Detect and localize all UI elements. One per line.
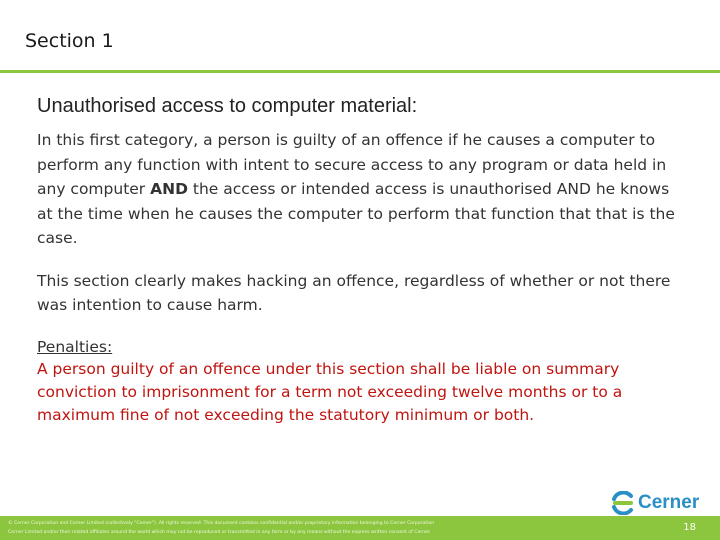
logo-text: Cerner	[638, 492, 700, 513]
copyright-line-2: Cerner Limited and/or their related affiliates around the world which may not be reproduced or transmitted in any form or by any means without the express written consent of Cerner.	[8, 530, 431, 535]
and-emphasis: AND	[150, 180, 188, 198]
copyright-notice	[8, 519, 434, 537]
definition-text-end: the access or intended access is unauthorised AND he knows at the time when he causes the computer to perform that function that that is the case.	[37, 180, 675, 247]
cerner-logo-icon	[610, 491, 636, 515]
cerner-logo	[610, 490, 699, 516]
title-divider	[0, 70, 720, 73]
page-number: 18	[683, 522, 696, 533]
copyright-line-1: © Cerner Corporation and Cerner Limited (collectively "Cerner"). All rights reserved. This document contains confidential and/or proprietary information belonging to Cerner Corporation	[8, 521, 435, 526]
section-heading: Unauthorised access to computer material:	[37, 95, 418, 117]
slide-title: Section 1	[25, 30, 114, 52]
definition-paragraph	[37, 128, 687, 251]
definition-text-start: In this first category, a person is guilty of an offence if he causes a computer to perform any function with intent to secure access to any program or data held in any computer	[37, 131, 667, 198]
hacking-paragraph: This section clearly makes hacking an offence, regardless of whether or not there was intention to cause harm.	[37, 271, 671, 314]
slide-body	[37, 95, 687, 427]
penalties-text: A person guilty of an offence under this section shall be liable on summary conviction to imprisonment for a term not exceeding twelve months or to a maximum fine of not exceeding the statutory minimum or both.	[37, 359, 623, 424]
penalties-label: Penalties:	[37, 337, 113, 356]
footer-bar	[0, 516, 720, 540]
